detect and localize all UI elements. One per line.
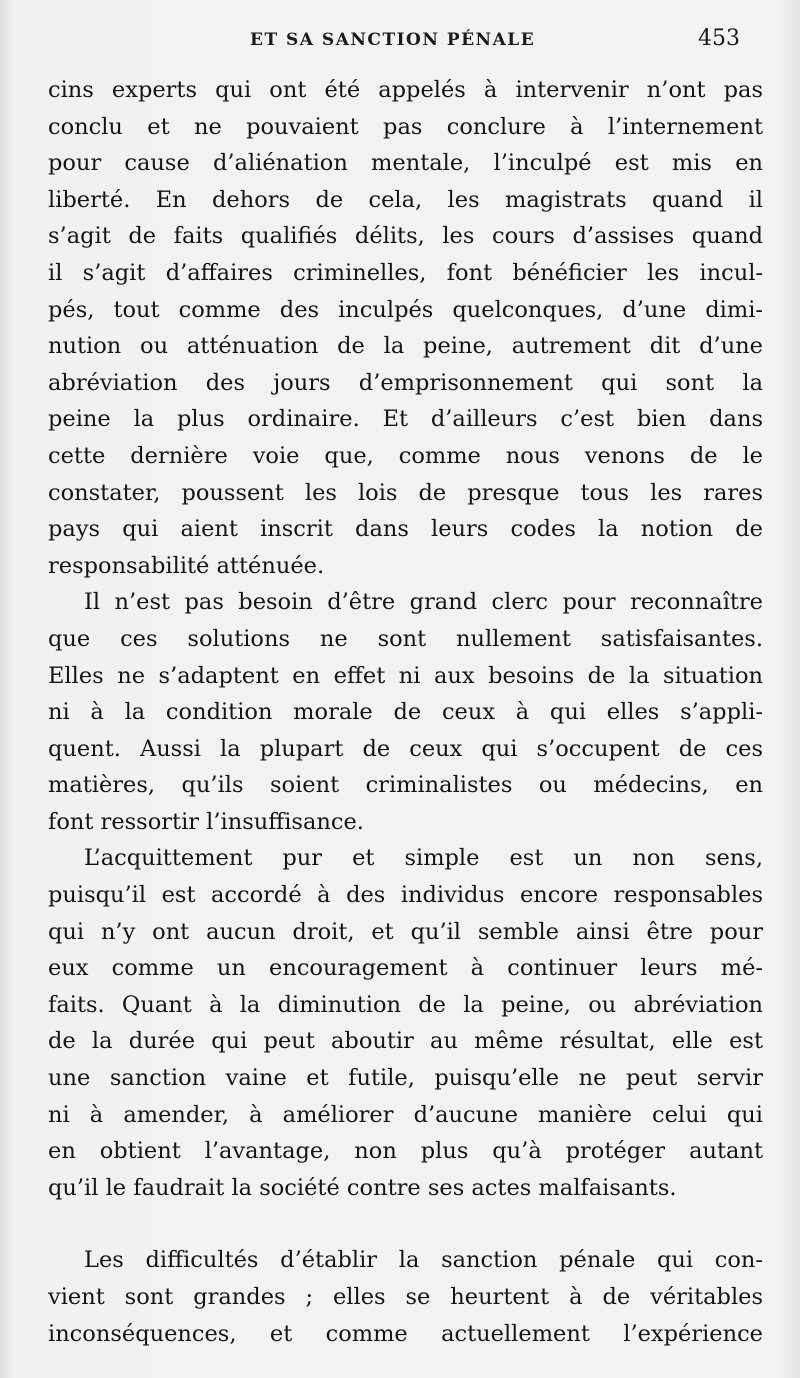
text-line: quent. Aussi la plupart de ceux qui s’occupent de ces [48, 735, 763, 762]
text-line: en obtient l’avantage, non plus qu’à protéger autant [48, 1138, 763, 1165]
text-line: responsabilité atténuée. [48, 552, 325, 579]
text-line: pays qui aient inscrit dans leurs codes la notion de [48, 516, 763, 543]
text-line: matières, qu’ils soient criminalistes ou médecins, en [48, 772, 763, 799]
text-line: abréviation des jours d’emprisonnement qui sont la [48, 369, 763, 396]
text-line: de la durée qui peut aboutir au même résultat, elle est [48, 1028, 763, 1055]
text-line: puisqu’il est accordé à des individus encore responsables [48, 882, 763, 909]
text-line: nution ou atténuation de la peine, autrement dit d’une [48, 333, 763, 360]
paragraph-4 [48, 1242, 763, 1352]
text-line: cins experts qui ont été appelés à intervenir n’ont pas [48, 77, 763, 103]
text-line: ni à amender, à améliorer d’aucune manière celui qui [48, 1101, 763, 1128]
paragraph-1 [48, 72, 763, 584]
text-line: que ces solutions ne sont nullement satisfaisantes. [48, 625, 763, 652]
text-line: constater, poussent les lois de presque tous les rares [48, 479, 763, 506]
text-line: Les difficultés d’établir la sanction pénale qui con- [84, 1247, 763, 1274]
text-line: il s’agit d’affaires criminelles, font bénéficier les incul- [48, 259, 763, 286]
text-line: Il n’est pas besoin d’être grand clerc pour reconnaître [84, 589, 763, 616]
text-line: inconséquences, et comme actuellement l’expérience [48, 1320, 763, 1347]
text-line: s’agit de faits qualifiés délits, les cours d’assises quand [48, 223, 763, 250]
paragraph-3 [48, 840, 763, 1206]
text-line: font ressortir l’insuffisance. [48, 808, 364, 835]
page-header [0, 26, 800, 60]
text-line: pés, tout comme des inculpés quelconques, d’une dimi- [48, 296, 763, 323]
text-line: L’acquittement pur et simple est un non sens, [84, 845, 763, 872]
running-title: ET SA SANCTION PÉNALE [250, 30, 536, 50]
text-line: qu’il le faudrait la société contre ses actes malfaisants. [48, 1174, 677, 1201]
paragraph-2 [48, 584, 763, 840]
text-line: qui n’y ont aucun droit, et qu’il semble ainsi être pour [48, 918, 763, 945]
text-line: liberté. En dehors de cela, les magistrats quand il [48, 186, 763, 213]
text-line: ni à la condition morale de ceux à qui elles s’appli- [48, 699, 763, 726]
text-line: peine la plus ordinaire. Et d’ailleurs c’est bien dans [48, 406, 763, 433]
text-line: cette dernière voie que, comme nous venons de le [48, 442, 763, 469]
page-number: 453 [698, 26, 740, 51]
text-line: faits. Quant à la diminution de la peine, ou abréviation [48, 991, 763, 1018]
text-line: Elles ne s’adaptent en effet ni aux besoins de la situation [48, 662, 763, 689]
text-line: vient sont grandes ; elles se heurtent à de véritables [48, 1284, 763, 1310]
text-line: une sanction vaine et futile, puisqu’elle ne peut servir [48, 1065, 763, 1092]
text-line: eux comme un encouragement à continuer leurs mé- [48, 955, 763, 982]
text-line: conclu et ne pouvaient pas conclure à l’internement [48, 113, 763, 140]
text-line: pour cause d’aliénation mentale, l’inculpé est mis en [48, 150, 763, 177]
body-text [48, 72, 763, 1352]
